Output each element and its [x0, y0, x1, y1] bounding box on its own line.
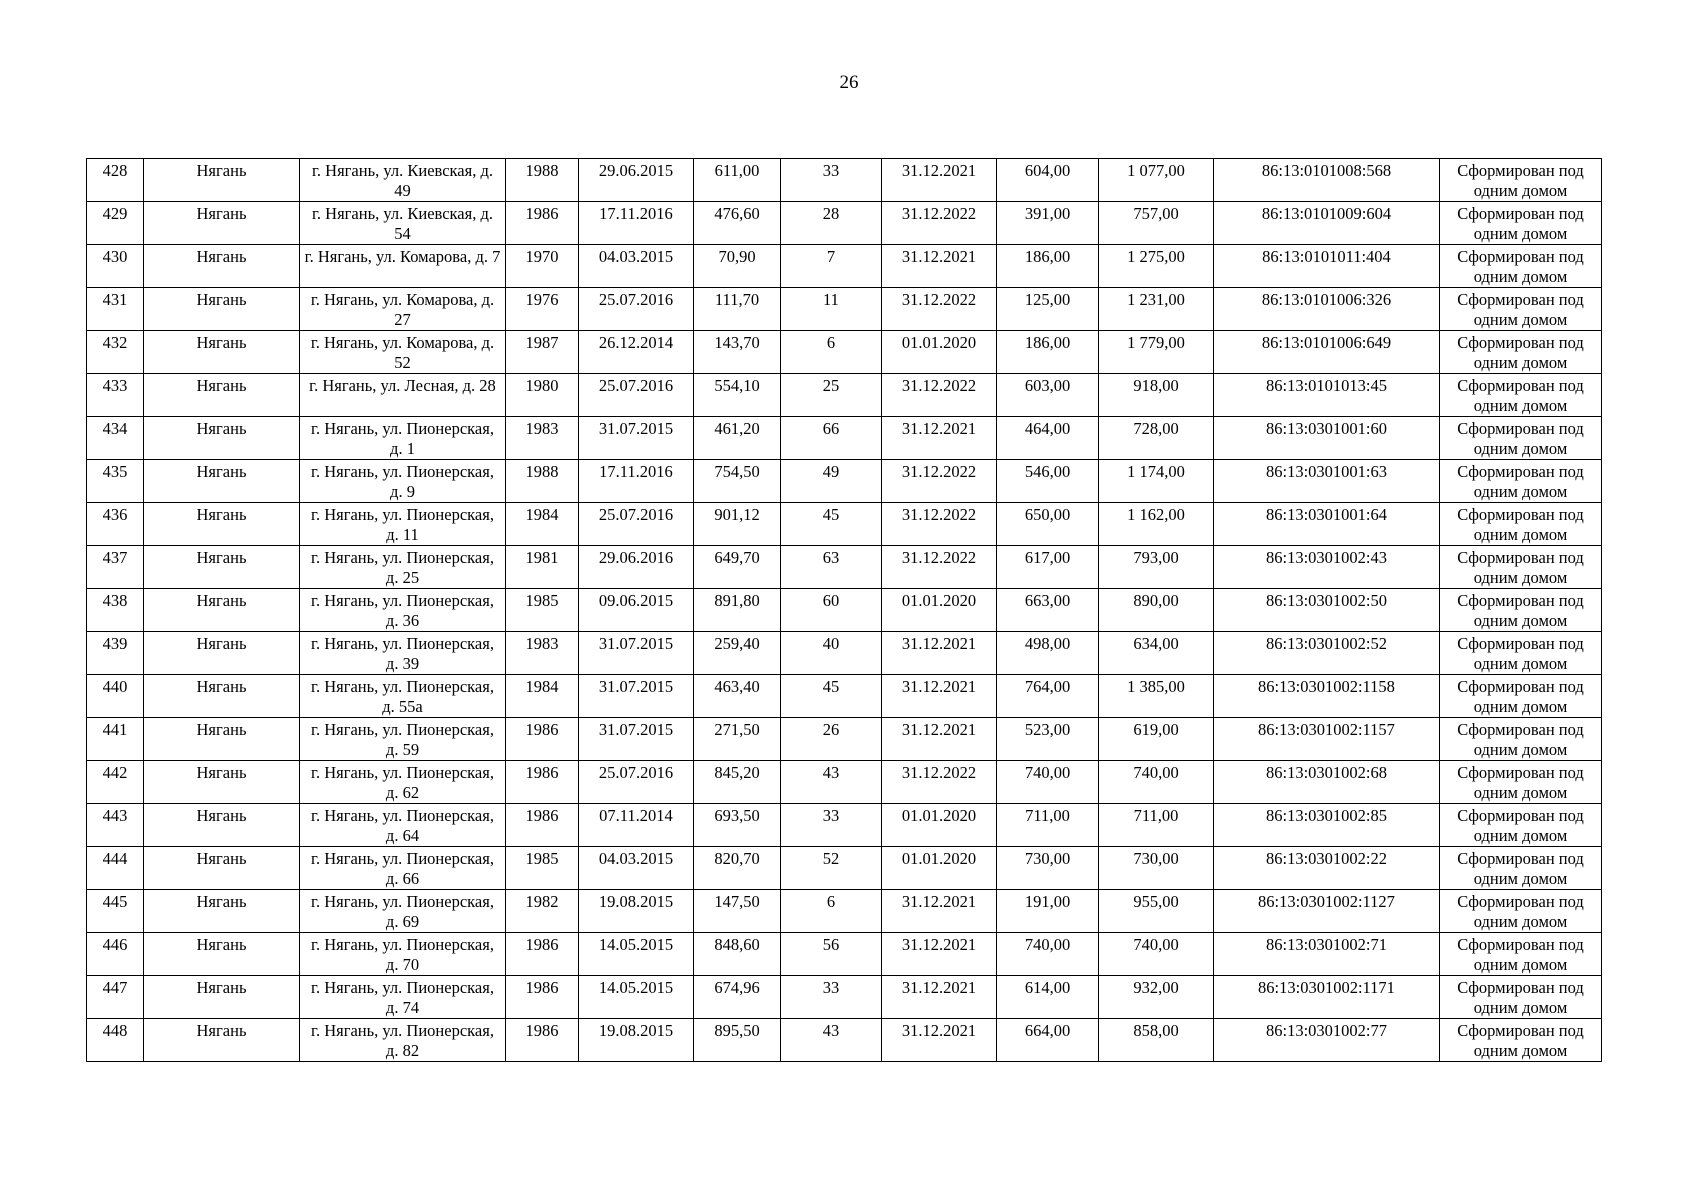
residents-count-cell: 40: [781, 632, 882, 675]
normative-area-cell: 890,00: [1099, 589, 1214, 632]
year-built-cell: 1980: [506, 374, 579, 417]
residents-count-cell: 33: [781, 804, 882, 847]
municipality-cell: Нягань: [144, 288, 300, 331]
status-cell: Сформирован под одним домом: [1440, 331, 1602, 374]
table-row: [87, 847, 1602, 890]
normative-area-cell: 1 275,00: [1099, 245, 1214, 288]
deadline-date-cell: 31.12.2022: [882, 503, 997, 546]
status-cell: Сформирован под одним домом: [1440, 933, 1602, 976]
area-cell: 649,70: [694, 546, 781, 589]
cadastral-number-cell: 86:13:0101008:568: [1214, 159, 1440, 202]
normative-area-cell: 1 779,00: [1099, 331, 1214, 374]
status-cell: Сформирован под одним домом: [1440, 374, 1602, 417]
cadastral-number-cell: 86:13:0301002:71: [1214, 933, 1440, 976]
land-area-cell: 740,00: [997, 933, 1099, 976]
registry-table: [86, 158, 1602, 1062]
residents-count-cell: 26: [781, 718, 882, 761]
survey-date-cell: 14.05.2015: [579, 976, 694, 1019]
survey-date-cell: 29.06.2016: [579, 546, 694, 589]
status-cell: Сформирован под одним домом: [1440, 804, 1602, 847]
residents-count-cell: 7: [781, 245, 882, 288]
deadline-date-cell: 31.12.2021: [882, 632, 997, 675]
deadline-date-cell: 01.01.2020: [882, 847, 997, 890]
residents-count-cell: 6: [781, 890, 882, 933]
residents-count-cell: 60: [781, 589, 882, 632]
row-number-cell: 442: [87, 761, 144, 804]
address-cell: г. Нягань, ул. Комарова, д. 7: [300, 245, 506, 288]
table-row: [87, 761, 1602, 804]
address-cell: г. Нягань, ул. Пионерская, д. 55а: [300, 675, 506, 718]
survey-date-cell: 31.07.2015: [579, 718, 694, 761]
cadastral-number-cell: 86:13:0301002:85: [1214, 804, 1440, 847]
address-cell: г. Нягань, ул. Пионерская, д. 70: [300, 933, 506, 976]
area-cell: 891,80: [694, 589, 781, 632]
area-cell: 111,70: [694, 288, 781, 331]
municipality-cell: Нягань: [144, 331, 300, 374]
deadline-date-cell: 31.12.2022: [882, 202, 997, 245]
municipality-cell: Нягань: [144, 589, 300, 632]
cadastral-number-cell: 86:13:0301001:64: [1214, 503, 1440, 546]
survey-date-cell: 31.07.2015: [579, 632, 694, 675]
normative-area-cell: 619,00: [1099, 718, 1214, 761]
row-number-cell: 443: [87, 804, 144, 847]
area-cell: 461,20: [694, 417, 781, 460]
page-number: 26: [839, 72, 859, 93]
row-number-cell: 448: [87, 1019, 144, 1062]
survey-date-cell: 25.07.2016: [579, 288, 694, 331]
row-number-cell: 435: [87, 460, 144, 503]
land-area-cell: 523,00: [997, 718, 1099, 761]
normative-area-cell: 740,00: [1099, 761, 1214, 804]
address-cell: г. Нягань, ул. Комарова, д. 52: [300, 331, 506, 374]
municipality-cell: Нягань: [144, 761, 300, 804]
municipality-cell: Нягань: [144, 976, 300, 1019]
area-cell: 70,90: [694, 245, 781, 288]
area-cell: 147,50: [694, 890, 781, 933]
year-built-cell: 1988: [506, 460, 579, 503]
cadastral-number-cell: 86:13:0301002:1171: [1214, 976, 1440, 1019]
residents-count-cell: 45: [781, 675, 882, 718]
normative-area-cell: 757,00: [1099, 202, 1214, 245]
municipality-cell: Нягань: [144, 503, 300, 546]
row-number-cell: 436: [87, 503, 144, 546]
survey-date-cell: 29.06.2015: [579, 159, 694, 202]
land-area-cell: 186,00: [997, 331, 1099, 374]
cadastral-number-cell: 86:13:0301001:60: [1214, 417, 1440, 460]
status-cell: Сформирован под одним домом: [1440, 718, 1602, 761]
normative-area-cell: 730,00: [1099, 847, 1214, 890]
area-cell: 674,96: [694, 976, 781, 1019]
cadastral-number-cell: 86:13:0101011:404: [1214, 245, 1440, 288]
table-row: [87, 976, 1602, 1019]
land-area-cell: 603,00: [997, 374, 1099, 417]
land-area-cell: 664,00: [997, 1019, 1099, 1062]
cadastral-number-cell: 86:13:0301002:43: [1214, 546, 1440, 589]
address-cell: г. Нягань, ул. Лесная, д. 28: [300, 374, 506, 417]
table-row: [87, 890, 1602, 933]
year-built-cell: 1985: [506, 847, 579, 890]
address-cell: г. Нягань, ул. Пионерская, д. 62: [300, 761, 506, 804]
deadline-date-cell: 31.12.2021: [882, 159, 997, 202]
status-cell: Сформирован под одним домом: [1440, 589, 1602, 632]
municipality-cell: Нягань: [144, 460, 300, 503]
cadastral-number-cell: 86:13:0301002:77: [1214, 1019, 1440, 1062]
normative-area-cell: 728,00: [1099, 417, 1214, 460]
deadline-date-cell: 31.12.2022: [882, 761, 997, 804]
normative-area-cell: 1 077,00: [1099, 159, 1214, 202]
address-cell: г. Нягань, ул. Пионерская, д. 69: [300, 890, 506, 933]
table-row: [87, 718, 1602, 761]
normative-area-cell: 1 385,00: [1099, 675, 1214, 718]
year-built-cell: 1984: [506, 503, 579, 546]
deadline-date-cell: 31.12.2022: [882, 460, 997, 503]
status-cell: Сформирован под одним домом: [1440, 890, 1602, 933]
deadline-date-cell: 01.01.2020: [882, 804, 997, 847]
area-cell: 259,40: [694, 632, 781, 675]
normative-area-cell: 858,00: [1099, 1019, 1214, 1062]
land-area-cell: 650,00: [997, 503, 1099, 546]
row-number-cell: 444: [87, 847, 144, 890]
table-row: [87, 202, 1602, 245]
cadastral-number-cell: 86:13:0301002:1157: [1214, 718, 1440, 761]
municipality-cell: Нягань: [144, 417, 300, 460]
residents-count-cell: 49: [781, 460, 882, 503]
address-cell: г. Нягань, ул. Пионерская, д. 82: [300, 1019, 506, 1062]
survey-date-cell: 19.08.2015: [579, 1019, 694, 1062]
status-cell: Сформирован под одним домом: [1440, 847, 1602, 890]
survey-date-cell: 19.08.2015: [579, 890, 694, 933]
address-cell: г. Нягань, ул. Пионерская, д. 74: [300, 976, 506, 1019]
land-area-cell: 730,00: [997, 847, 1099, 890]
deadline-date-cell: 01.01.2020: [882, 589, 997, 632]
survey-date-cell: 31.07.2015: [579, 675, 694, 718]
status-cell: Сформирован под одним домом: [1440, 417, 1602, 460]
area-cell: 845,20: [694, 761, 781, 804]
row-number-cell: 428: [87, 159, 144, 202]
row-number-cell: 441: [87, 718, 144, 761]
year-built-cell: 1976: [506, 288, 579, 331]
municipality-cell: Нягань: [144, 675, 300, 718]
row-number-cell: 437: [87, 546, 144, 589]
survey-date-cell: 17.11.2016: [579, 460, 694, 503]
table-row: [87, 460, 1602, 503]
address-cell: г. Нягань, ул. Пионерская, д. 66: [300, 847, 506, 890]
land-area-cell: 764,00: [997, 675, 1099, 718]
cadastral-number-cell: 86:13:0301002:22: [1214, 847, 1440, 890]
normative-area-cell: 1 231,00: [1099, 288, 1214, 331]
residents-count-cell: 33: [781, 976, 882, 1019]
deadline-date-cell: 31.12.2021: [882, 675, 997, 718]
area-cell: 754,50: [694, 460, 781, 503]
address-cell: г. Нягань, ул. Пионерская, д. 25: [300, 546, 506, 589]
address-cell: г. Нягань, ул. Пионерская, д. 1: [300, 417, 506, 460]
table-row: [87, 245, 1602, 288]
year-built-cell: 1986: [506, 761, 579, 804]
address-cell: г. Нягань, ул. Киевская, д. 49: [300, 159, 506, 202]
row-number-cell: 445: [87, 890, 144, 933]
address-cell: г. Нягань, ул. Пионерская, д. 59: [300, 718, 506, 761]
year-built-cell: 1986: [506, 1019, 579, 1062]
year-built-cell: 1983: [506, 632, 579, 675]
municipality-cell: Нягань: [144, 1019, 300, 1062]
land-area-cell: 191,00: [997, 890, 1099, 933]
residents-count-cell: 43: [781, 1019, 882, 1062]
year-built-cell: 1986: [506, 202, 579, 245]
survey-date-cell: 25.07.2016: [579, 761, 694, 804]
status-cell: Сформирован под одним домом: [1440, 159, 1602, 202]
table-row: [87, 675, 1602, 718]
status-cell: Сформирован под одним домом: [1440, 546, 1602, 589]
year-built-cell: 1986: [506, 718, 579, 761]
survey-date-cell: 09.06.2015: [579, 589, 694, 632]
municipality-cell: Нягань: [144, 546, 300, 589]
land-area-cell: 464,00: [997, 417, 1099, 460]
status-cell: Сформирован под одним домом: [1440, 632, 1602, 675]
row-number-cell: 429: [87, 202, 144, 245]
year-built-cell: 1984: [506, 675, 579, 718]
table-row: [87, 632, 1602, 675]
deadline-date-cell: 31.12.2021: [882, 1019, 997, 1062]
deadline-date-cell: 31.12.2022: [882, 374, 997, 417]
municipality-cell: Нягань: [144, 890, 300, 933]
row-number-cell: 440: [87, 675, 144, 718]
area-cell: 848,60: [694, 933, 781, 976]
land-area-cell: 498,00: [997, 632, 1099, 675]
area-cell: 820,70: [694, 847, 781, 890]
land-area-cell: 617,00: [997, 546, 1099, 589]
survey-date-cell: 31.07.2015: [579, 417, 694, 460]
normative-area-cell: 711,00: [1099, 804, 1214, 847]
normative-area-cell: 634,00: [1099, 632, 1214, 675]
residents-count-cell: 56: [781, 933, 882, 976]
municipality-cell: Нягань: [144, 718, 300, 761]
table-row: [87, 331, 1602, 374]
row-number-cell: 433: [87, 374, 144, 417]
municipality-cell: Нягань: [144, 933, 300, 976]
status-cell: Сформирован под одним домом: [1440, 761, 1602, 804]
status-cell: Сформирован под одним домом: [1440, 503, 1602, 546]
row-number-cell: 431: [87, 288, 144, 331]
status-cell: Сформирован под одним домом: [1440, 460, 1602, 503]
table-body: [87, 159, 1602, 1062]
table-row: [87, 546, 1602, 589]
residents-count-cell: 11: [781, 288, 882, 331]
table-row: [87, 589, 1602, 632]
survey-date-cell: 17.11.2016: [579, 202, 694, 245]
land-area-cell: 546,00: [997, 460, 1099, 503]
survey-date-cell: 14.05.2015: [579, 933, 694, 976]
residents-count-cell: 28: [781, 202, 882, 245]
row-number-cell: 439: [87, 632, 144, 675]
municipality-cell: Нягань: [144, 245, 300, 288]
status-cell: Сформирован под одним домом: [1440, 976, 1602, 1019]
year-built-cell: 1988: [506, 159, 579, 202]
status-cell: Сформирован под одним домом: [1440, 675, 1602, 718]
survey-date-cell: 26.12.2014: [579, 331, 694, 374]
normative-area-cell: 932,00: [1099, 976, 1214, 1019]
survey-date-cell: 25.07.2016: [579, 374, 694, 417]
residents-count-cell: 45: [781, 503, 882, 546]
residents-count-cell: 63: [781, 546, 882, 589]
status-cell: Сформирован под одним домом: [1440, 288, 1602, 331]
land-area-cell: 663,00: [997, 589, 1099, 632]
address-cell: г. Нягань, ул. Пионерская, д. 39: [300, 632, 506, 675]
municipality-cell: Нягань: [144, 374, 300, 417]
deadline-date-cell: 31.12.2021: [882, 245, 997, 288]
row-number-cell: 446: [87, 933, 144, 976]
deadline-date-cell: 31.12.2021: [882, 976, 997, 1019]
table-row: [87, 933, 1602, 976]
row-number-cell: 430: [87, 245, 144, 288]
normative-area-cell: 918,00: [1099, 374, 1214, 417]
area-cell: 271,50: [694, 718, 781, 761]
survey-date-cell: 25.07.2016: [579, 503, 694, 546]
residents-count-cell: 33: [781, 159, 882, 202]
address-cell: г. Нягань, ул. Пионерская, д. 64: [300, 804, 506, 847]
municipality-cell: Нягань: [144, 847, 300, 890]
deadline-date-cell: 31.12.2021: [882, 890, 997, 933]
deadline-date-cell: 31.12.2022: [882, 546, 997, 589]
year-built-cell: 1983: [506, 417, 579, 460]
cadastral-number-cell: 86:13:0101009:604: [1214, 202, 1440, 245]
address-cell: г. Нягань, ул. Пионерская, д. 11: [300, 503, 506, 546]
normative-area-cell: 955,00: [1099, 890, 1214, 933]
table-row: [87, 804, 1602, 847]
year-built-cell: 1986: [506, 933, 579, 976]
cadastral-number-cell: 86:13:0101006:649: [1214, 331, 1440, 374]
area-cell: 143,70: [694, 331, 781, 374]
municipality-cell: Нягань: [144, 804, 300, 847]
cadastral-number-cell: 86:13:0301002:1127: [1214, 890, 1440, 933]
residents-count-cell: 25: [781, 374, 882, 417]
survey-date-cell: 04.03.2015: [579, 847, 694, 890]
year-built-cell: 1981: [506, 546, 579, 589]
cadastral-number-cell: 86:13:0301002:50: [1214, 589, 1440, 632]
address-cell: г. Нягань, ул. Пионерская, д. 9: [300, 460, 506, 503]
table-row: [87, 417, 1602, 460]
residents-count-cell: 6: [781, 331, 882, 374]
deadline-date-cell: 31.12.2021: [882, 417, 997, 460]
cadastral-number-cell: 86:13:0101006:326: [1214, 288, 1440, 331]
area-cell: 693,50: [694, 804, 781, 847]
land-area-cell: 125,00: [997, 288, 1099, 331]
land-area-cell: 614,00: [997, 976, 1099, 1019]
normative-area-cell: 793,00: [1099, 546, 1214, 589]
area-cell: 895,50: [694, 1019, 781, 1062]
land-area-cell: 740,00: [997, 761, 1099, 804]
area-cell: 611,00: [694, 159, 781, 202]
municipality-cell: Нягань: [144, 159, 300, 202]
residents-count-cell: 43: [781, 761, 882, 804]
area-cell: 476,60: [694, 202, 781, 245]
status-cell: Сформирован под одним домом: [1440, 245, 1602, 288]
address-cell: г. Нягань, ул. Комарова, д. 27: [300, 288, 506, 331]
municipality-cell: Нягань: [144, 202, 300, 245]
cadastral-number-cell: 86:13:0101013:45: [1214, 374, 1440, 417]
area-cell: 554,10: [694, 374, 781, 417]
cadastral-number-cell: 86:13:0301002:1158: [1214, 675, 1440, 718]
deadline-date-cell: 01.01.2020: [882, 331, 997, 374]
survey-date-cell: 04.03.2015: [579, 245, 694, 288]
table-row: [87, 374, 1602, 417]
row-number-cell: 434: [87, 417, 144, 460]
normative-area-cell: 1 162,00: [1099, 503, 1214, 546]
table-row: [87, 159, 1602, 202]
year-built-cell: 1986: [506, 976, 579, 1019]
residents-count-cell: 52: [781, 847, 882, 890]
table-row: [87, 1019, 1602, 1062]
land-area-cell: 186,00: [997, 245, 1099, 288]
cadastral-number-cell: 86:13:0301002:68: [1214, 761, 1440, 804]
land-area-cell: 711,00: [997, 804, 1099, 847]
year-built-cell: 1985: [506, 589, 579, 632]
status-cell: Сформирован под одним домом: [1440, 1019, 1602, 1062]
row-number-cell: 432: [87, 331, 144, 374]
status-cell: Сформирован под одним домом: [1440, 202, 1602, 245]
normative-area-cell: 1 174,00: [1099, 460, 1214, 503]
row-number-cell: 438: [87, 589, 144, 632]
land-area-cell: 604,00: [997, 159, 1099, 202]
land-area-cell: 391,00: [997, 202, 1099, 245]
year-built-cell: 1982: [506, 890, 579, 933]
deadline-date-cell: 31.12.2022: [882, 288, 997, 331]
area-cell: 463,40: [694, 675, 781, 718]
deadline-date-cell: 31.12.2021: [882, 718, 997, 761]
address-cell: г. Нягань, ул. Пионерская, д. 36: [300, 589, 506, 632]
year-built-cell: 1987: [506, 331, 579, 374]
cadastral-number-cell: 86:13:0301001:63: [1214, 460, 1440, 503]
year-built-cell: 1986: [506, 804, 579, 847]
row-number-cell: 447: [87, 976, 144, 1019]
municipality-cell: Нягань: [144, 632, 300, 675]
normative-area-cell: 740,00: [1099, 933, 1214, 976]
survey-date-cell: 07.11.2014: [579, 804, 694, 847]
area-cell: 901,12: [694, 503, 781, 546]
table-row: [87, 288, 1602, 331]
year-built-cell: 1970: [506, 245, 579, 288]
address-cell: г. Нягань, ул. Киевская, д. 54: [300, 202, 506, 245]
cadastral-number-cell: 86:13:0301002:52: [1214, 632, 1440, 675]
residents-count-cell: 66: [781, 417, 882, 460]
table-row: [87, 503, 1602, 546]
deadline-date-cell: 31.12.2021: [882, 933, 997, 976]
